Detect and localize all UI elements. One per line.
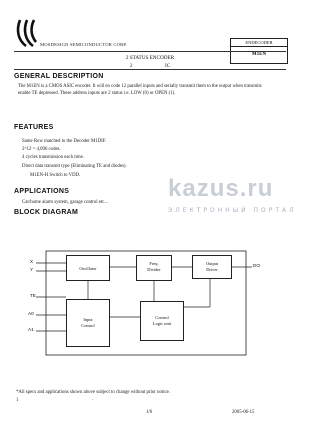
feature-item: 4 cycles transmission each time. bbox=[22, 155, 84, 160]
control-logic-block: Control Logic unit bbox=[140, 301, 184, 341]
pin-do: DO bbox=[253, 263, 260, 268]
input-control-block: Input Control bbox=[66, 299, 110, 347]
pin-x: X bbox=[30, 259, 34, 264]
footer-mark: 1 bbox=[16, 398, 19, 403]
feature-item: Same Row matched to the Decoder M1DIF. bbox=[22, 139, 107, 144]
section-block-heading: BLOCK DIAGRAM bbox=[14, 209, 79, 216]
general-line-1: The M1EN is a CMOS ASIC encoder. It will en code 12 parallel inputs and serially transmit them to the output when transmits bbox=[18, 84, 262, 89]
output-driver-block: Output Driver bbox=[192, 255, 232, 279]
doc-date: 2005-06-15 bbox=[232, 410, 255, 415]
divider bbox=[14, 51, 286, 52]
divider bbox=[14, 69, 286, 70]
section-general-heading: GENERAL DESCRIPTION bbox=[14, 73, 104, 80]
feature-item: Direct data transmit type (Eliminating TE and diodes). bbox=[22, 164, 127, 169]
company-name: MOSDESIGN SEMICONDUCTOR CORP. bbox=[40, 42, 128, 47]
tag-category: ENDECODER bbox=[245, 40, 273, 45]
section-features-heading: FEATURES bbox=[14, 124, 54, 131]
feature-item: 2^12 = 4,096 codes. bbox=[22, 147, 61, 152]
footer-note: *All specs and applications shown above subject to change without prior notice. bbox=[16, 390, 170, 395]
watermark-logo-text: kazus.ru bbox=[168, 175, 274, 202]
section-applications-heading: APPLICATIONS bbox=[14, 188, 70, 195]
doc-title: 2 STATUS ENCODER bbox=[125, 55, 175, 61]
watermark-subtitle: ЭЛЕКТРОННЫЙ ПОРТАЛ bbox=[168, 207, 297, 214]
watermark bbox=[168, 175, 297, 221]
subtitle-right: IC bbox=[165, 63, 171, 69]
pin-a1: A1 bbox=[28, 327, 34, 332]
pin-a0: A0 bbox=[28, 311, 34, 316]
general-line-2: enable TE depressed. These address inputs are 2 status i.e. LOW (0) or OPEN (1). bbox=[18, 91, 176, 96]
pin-te: TE bbox=[30, 293, 36, 298]
applications-text: Car/home alarm system, garage control etc... bbox=[22, 200, 108, 205]
oscillator-block: Oscillator bbox=[66, 255, 110, 281]
footer-mark: · bbox=[92, 398, 94, 403]
subtitle-left: 2 bbox=[129, 63, 133, 69]
feature-item: M1EN-H Switch to VDD. bbox=[30, 173, 81, 178]
block-diagram bbox=[30, 247, 262, 357]
part-number: M1EN bbox=[231, 46, 287, 63]
pin-y: Y bbox=[30, 267, 34, 272]
freq-divider-block: Freq. Divider bbox=[136, 255, 172, 281]
page-number: 1/6 bbox=[146, 410, 153, 415]
